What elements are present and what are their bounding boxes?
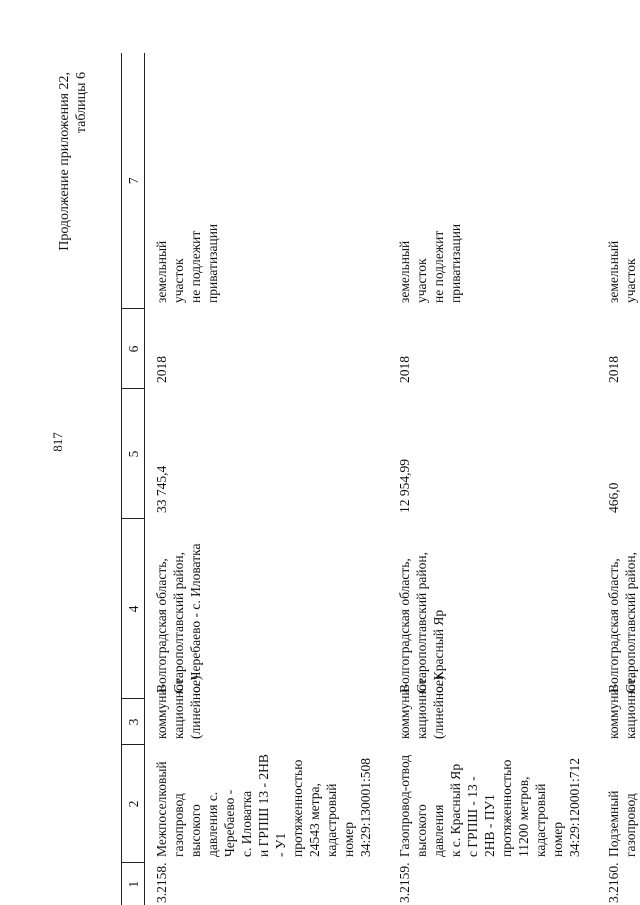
object-category: коммуни- кационное (линейное): [397, 675, 446, 739]
object-name: Межпоселковый газопровод высокого давления с. Черебаево - с. Иловатка и ГРПШ 13 - 2НВ - У1 протяженностью 24543 метра, кадастровый номер 34:29:130001:508: [154, 754, 373, 857]
object-category: коммуни- кационное (линейное): [154, 675, 203, 739]
column-header-7: 7: [122, 53, 145, 309]
continuation-note: [56, 72, 90, 292]
column-header-4: 4: [122, 519, 145, 699]
table-row: [145, 53, 389, 905]
object-year: 2018: [606, 356, 621, 383]
table-row: [597, 53, 640, 905]
object-address: Волгоградская область, Старополтавский район, с. Красный Яр: [397, 552, 446, 693]
object-name: Газопровод-отвод высокого давления к с. Красный Яр с ГРПШ - 13 - 2НВ - ПУ1 протяженностью 11200 метров, кадастровый номер 34:29:120001:712: [397, 754, 582, 857]
object-address: Волгоградская область, Старополтавский район,: [606, 552, 638, 693]
object-name: Подземный газопровод: [606, 790, 638, 857]
registry-table: [121, 53, 640, 905]
column-header-5: 5: [122, 389, 145, 519]
continuation-line-2: таблицы 6: [74, 72, 89, 134]
object-address: Волгоградская область, Старополтавский район, с. Черебаево - с. Иловатка: [154, 543, 203, 693]
object-year: 2018: [154, 356, 169, 383]
column-number-row: [122, 53, 145, 905]
object-value: 12 954,99: [397, 459, 412, 513]
object-category: коммуни- кационное,: [606, 674, 638, 739]
row-number: 3.2160.: [606, 862, 621, 903]
object-note: земельный участок не подлежит приватизации: [154, 223, 220, 303]
object-note: земельный участок: [606, 240, 638, 303]
page-number: 817: [50, 432, 65, 452]
object-year: 2018: [397, 356, 412, 383]
row-number: 3.2159.: [397, 862, 412, 903]
object-note: земельный участок не подлежит приватизации: [397, 223, 463, 303]
object-value: 33 745,4: [154, 465, 169, 513]
column-header-1: 1: [122, 863, 145, 905]
row-number: 3.2158.: [154, 862, 169, 903]
continuation-line-1: Продолжение приложения 22,: [57, 72, 72, 251]
table-row: [388, 53, 597, 905]
column-header-3: 3: [122, 699, 145, 745]
column-header-2: 2: [122, 745, 145, 863]
column-header-6: 6: [122, 309, 145, 389]
object-value: 466,0: [606, 482, 621, 513]
